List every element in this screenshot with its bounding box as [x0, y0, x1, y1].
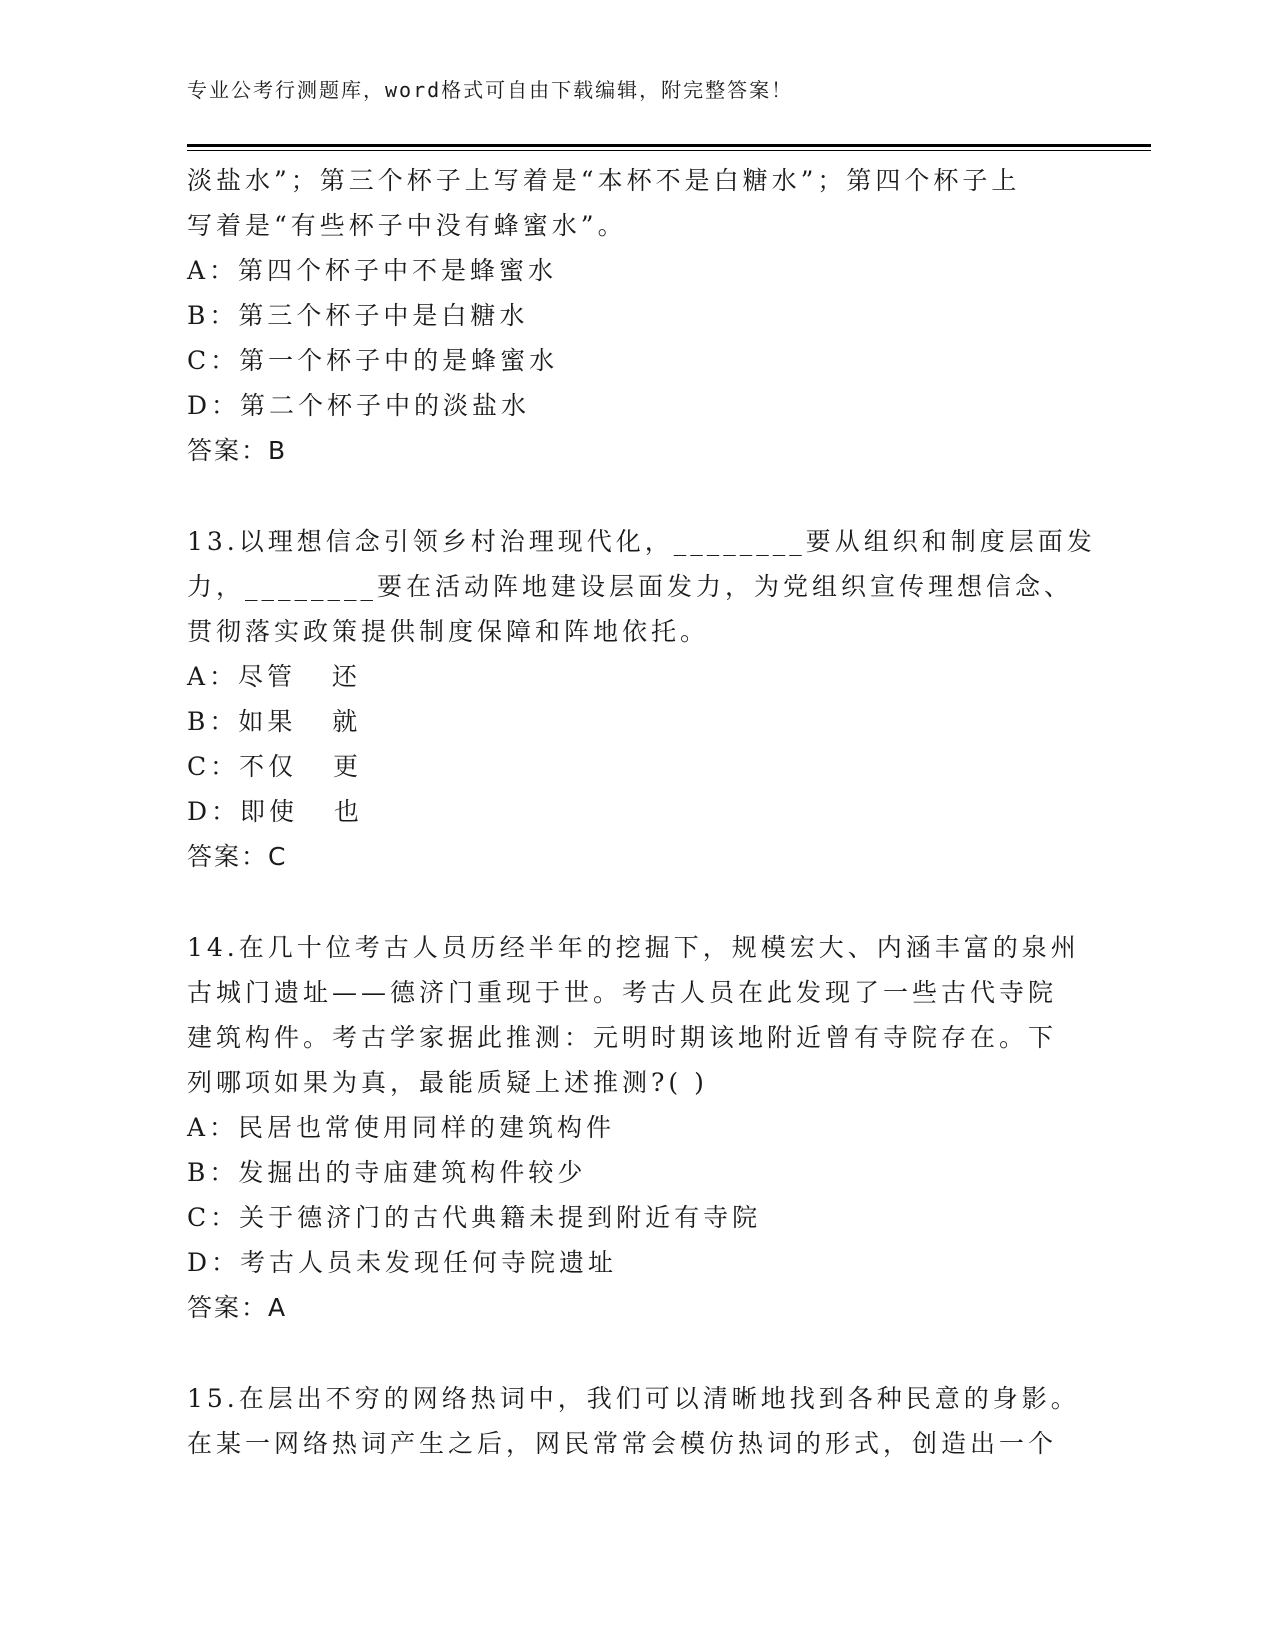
question-12-continuation — [187, 158, 1087, 473]
question-13 — [187, 519, 1096, 879]
answer: 答案：A — [187, 1293, 288, 1322]
option-d: D：即使 也 — [187, 797, 363, 826]
question-text-line: 13.以理想信念引领乡村治理现代化，________要从组织和制度层面发 — [187, 527, 1096, 556]
question-14 — [187, 925, 1087, 1330]
question-text-line: 淡盐水”；第三个杯子上写着是“本杯不是白糖水”；第四个杯子上 — [187, 166, 1021, 195]
question-text-line: 建筑构件。考古学家据此推测：元明时期该地附近曾有寺院存在。下 — [187, 1023, 1058, 1052]
option-b: B：发掘出的寺庙建筑构件较少 — [187, 1158, 587, 1187]
option-c: C：关于德济门的古代典籍未提到附近有寺院 — [187, 1203, 762, 1232]
option-c: C：不仅 更 — [187, 752, 362, 781]
page-header: 专业公考行测题库，word格式可自由下载编辑，附完整答案！ — [187, 78, 794, 102]
answer: 答案：B — [187, 436, 288, 465]
option-b: B：如果 就 — [187, 707, 362, 736]
option-d: D：考古人员未发现任何寺院遗址 — [187, 1248, 618, 1277]
option-a: A：民居也常使用同样的建筑构件 — [187, 1113, 616, 1142]
question-text-line: 贯彻落实政策提供制度保障和阵地依托。 — [187, 617, 710, 646]
option-d: D：第二个杯子中的淡盐水 — [187, 391, 531, 420]
question-text-line: 写着是“有些杯子中没有蜂蜜水”。 — [187, 211, 627, 240]
question-text-line: 14.在几十位考古人员历经半年的挖掘下，规模宏大、内涵丰富的泉州 — [187, 933, 1080, 962]
header-rule-thick — [187, 144, 1151, 147]
option-a: A：尽管 还 — [187, 662, 361, 691]
option-b: B：第三个杯子中是白糖水 — [187, 301, 529, 330]
option-c: C：第一个杯子中的是蜂蜜水 — [187, 346, 559, 375]
answer: 答案：C — [187, 842, 288, 871]
option-a: A：第四个杯子中不是蜂蜜水 — [187, 256, 558, 285]
header-rule-thin — [187, 150, 1151, 151]
question-15 — [187, 1376, 1087, 1466]
question-text-line: 在某一网络热词产生之后，网民常常会模仿热词的形式，创造出一个 — [187, 1429, 1058, 1458]
question-text-line: 列哪项如果为真，最能质疑上述推测?( ) — [187, 1068, 708, 1097]
question-text-line: 力，________要在活动阵地建设层面发力，为党组织宣传理想信念、 — [187, 572, 1074, 601]
question-text-line: 15.在层出不穷的网络热词中，我们可以清晰地找到各种民意的身影。 — [187, 1384, 1080, 1413]
question-text-line: 古城门遗址——德济门重现于世。考古人员在此发现了一些古代寺院 — [187, 978, 1058, 1007]
document-body — [187, 158, 1096, 1466]
